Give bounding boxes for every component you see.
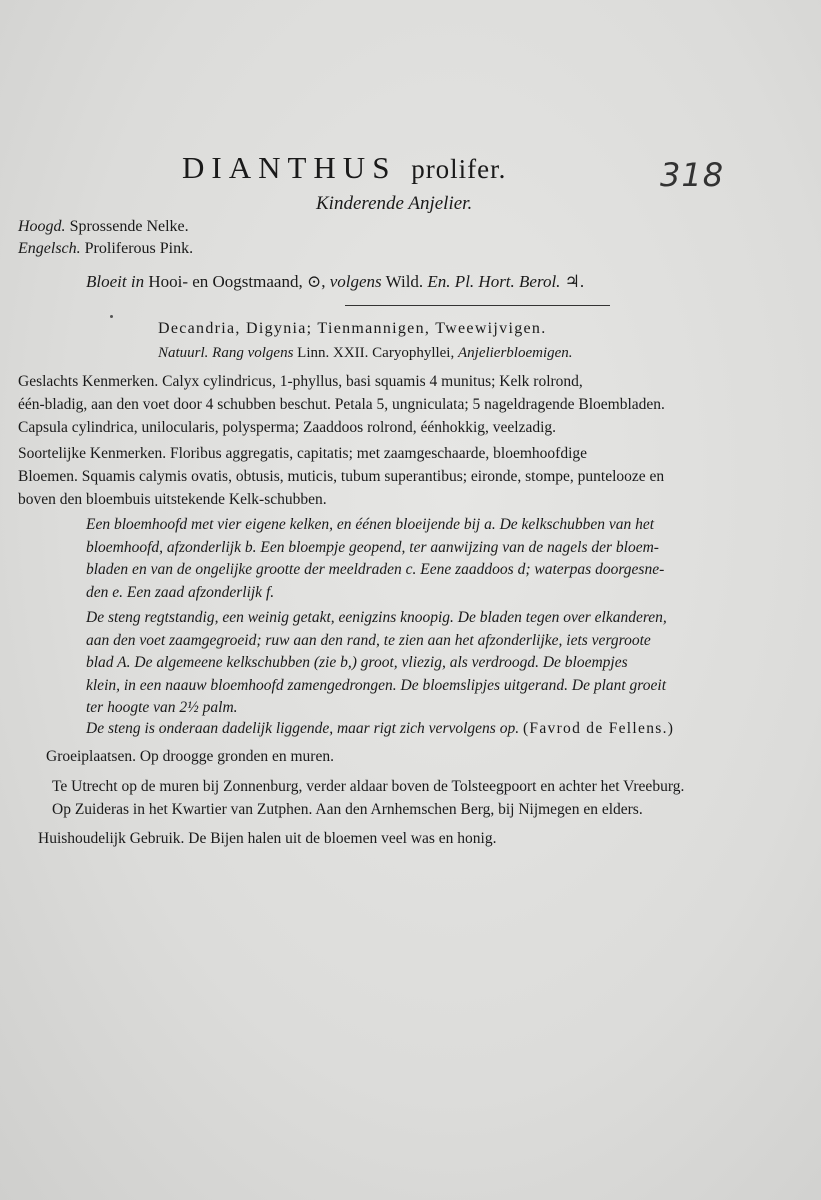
text-line: bloemhoofd, afzonderlijk b. Een bloempje geopend, ter aanwijzing van de nagels der bloem- xyxy=(86,538,659,556)
plant-description xyxy=(86,607,667,720)
note-line: De steng is onderaan dadelijk liggende, maar rigt zich vervolgens op. (Favrod de Fellens.) xyxy=(86,720,675,737)
text-line: ter hoogte van 2½ palm. xyxy=(86,699,238,716)
locations xyxy=(52,775,684,821)
text-line: klein, in een naauw bloemhoofd zamengedrongen. De bloemslipjes uitgerand. De plant groeit xyxy=(86,676,667,694)
paper-speck xyxy=(110,315,113,318)
bloom-line: Bloeit in Hooi- en Oogstmaand, ⊙, volgens Wild. En. Pl. Hort. Berol. ♃. xyxy=(86,272,585,291)
text-line: Capsula cylindrica, unilocularis, polysperma; Zaaddoos rolrond, éénhokkig, veelzadig. xyxy=(18,419,557,436)
household-use: Huishoudelijk Gebruik. De Bijen halen uit de bloemen veel was en honig. xyxy=(38,830,497,847)
text-line: Geslachts Kenmerken. Calyx cylindricus, 1-phyllus, basi squamis 4 munitus; Kelk rolrond, xyxy=(18,373,583,390)
handwritten-number: 318 xyxy=(660,156,725,194)
divider-rule xyxy=(345,305,610,306)
subtitle: Kinderende Anjelier. xyxy=(316,193,473,214)
habitat: Groeiplaatsen. Op droogge gronden en muren. xyxy=(46,748,334,765)
name-engelsch: Engelsch. Proliferous Pink. xyxy=(18,240,194,257)
classification: Decandria, Digynia; Tienmannigen, Tweewijvigen. xyxy=(158,320,547,337)
genus-characters xyxy=(18,370,665,439)
name-hoogd: Hoogd. Sprossende Nelke. xyxy=(18,218,189,235)
text-line: Op Zuideras in het Kwartier van Zutphen. Aan den Arnhemschen Berg, bij Nijmegen en elders. xyxy=(52,801,643,818)
page-title xyxy=(182,150,506,186)
genus-name: DIANTHUS xyxy=(182,150,397,185)
text-line: één-bladig, aan den voet door 4 schubben beschut. Petala 5, ungniculata; 5 nageldragende Bloembladen. xyxy=(18,396,665,413)
text-line: Te Utrecht op de muren bij Zonnenburg, verder aldaar boven de Tolsteegpoort en achter het Vreeburg. xyxy=(52,778,685,795)
text-line: boven den bloembuis uitstekende Kelk-schubben. xyxy=(18,491,327,508)
text-line: Bloemen. Squamis calymis ovatis, obtusis, muticis, tubum superantibus; eironde, stompe, puntelooze en xyxy=(18,468,665,485)
text-line: Soortelijke Kenmerken. Floribus aggregatis, capitatis; met zaamgeschaarde, bloemhoofdige xyxy=(18,445,588,462)
text-line: bladen en van de ongelijke grootte der meeldraden c. Eene zaaddoos d; waterpas doorgesne- xyxy=(86,561,665,578)
species-characters xyxy=(18,442,664,511)
natural-rank: Natuurl. Rang volgens Linn. XXII. Caryophyllei, Anjelierbloemigen. xyxy=(158,345,573,361)
text-line: De steng regtstandig, een weinig getakt, eenigzins knoopig. De bladen tegen over elkanderen, xyxy=(86,609,667,626)
species-name: prolifer. xyxy=(411,154,507,184)
text-line: den e. Een zaad afzonderlijk f. xyxy=(86,583,275,601)
figure-description xyxy=(86,514,664,604)
text-line: Een bloemhoofd met vier eigene kelken, en éénen bloeijende bij a. De kelkschubben van het xyxy=(86,516,655,533)
text-line: blad A. De algemeene kelkschubben (zie b,) groot, vliezig, als verdroogd. De bloempjes xyxy=(86,654,628,671)
text-line: aan den voet zaamgegroeid; ruw aan den rand, te zien aan het afzonderlijke, iets vergroote xyxy=(86,631,651,649)
